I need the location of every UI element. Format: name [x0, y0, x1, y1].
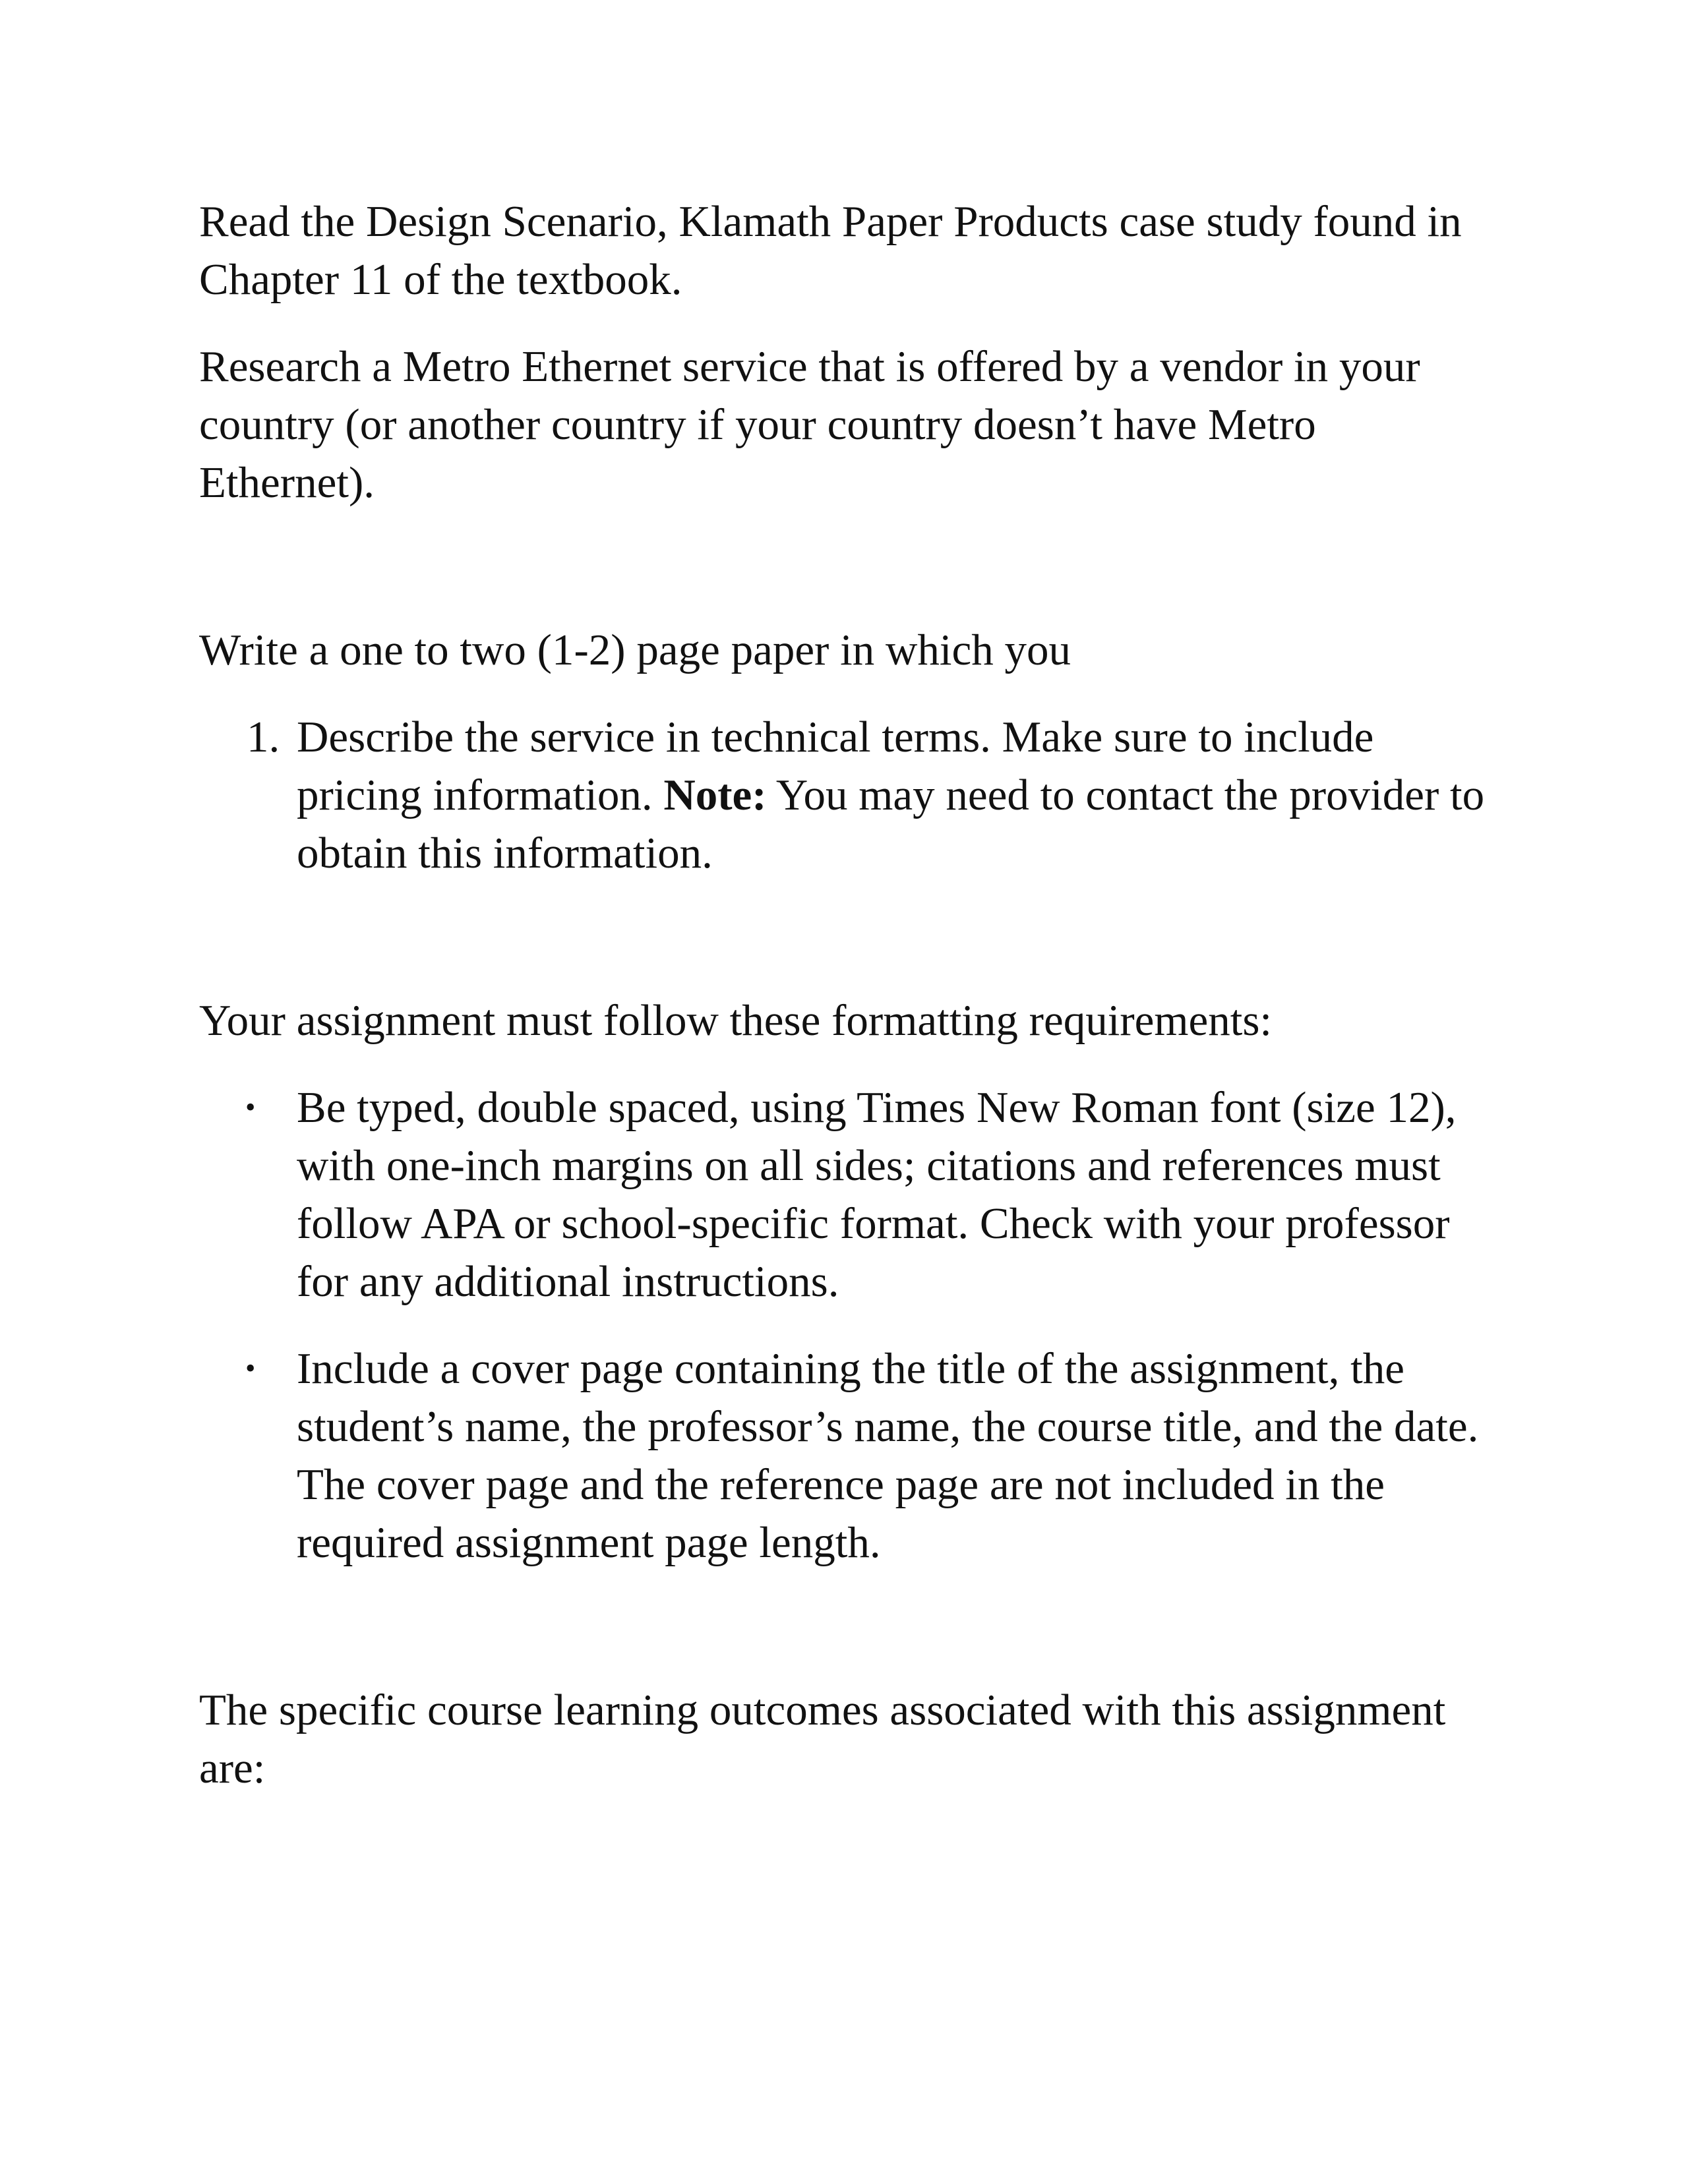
formatting-item-text: Include a cover page containing the title of the assignment, the student’s name, the professor’s name, the course title, and the date. The cover page and the reference page are not included in the required assignment page length.: [297, 1344, 1479, 1567]
outcomes-lead-paragraph: The specific course learning outcomes associated with this assignment are:: [199, 1686, 1446, 1792]
document-page: [199, 192, 1492, 1826]
formatting-item-text: Be typed, double spaced, using Times New Roman font (size 12), with one-inch margins on all sides; citations and references must follow APA or school-specific format. Check with your professor for any additional instructions.: [297, 1083, 1457, 1306]
formatting-lead-paragraph: Your assignment must follow these formatting requirements:: [199, 996, 1273, 1045]
bullet-icon: •: [245, 1091, 256, 1123]
task-text-before: Describe the service in technical terms. Make sure to include pricing information.: [297, 713, 1374, 819]
note-label: Note:: [663, 771, 767, 819]
list-item: [199, 1078, 1492, 1311]
research-paragraph: Research a Metro Ethernet service that is offered by a vendor in your country (or another country if your country doesn’t have Metro Ethernet).: [199, 342, 1420, 507]
intro-paragraph: Read the Design Scenario, Klamath Paper Products case study found in Chapter 11 of the textbook.: [199, 197, 1462, 304]
bullet-icon: •: [245, 1352, 256, 1384]
formatting-list: [199, 1078, 1492, 1572]
list-item: [199, 1340, 1492, 1572]
task-text-after: You may need to contact the provider to obtain this information.: [297, 771, 1485, 877]
list-item: [199, 708, 1492, 882]
task-list: [199, 708, 1492, 882]
task-lead-paragraph: Write a one to two (1-2) page paper in which you: [199, 626, 1071, 674]
list-number: 1.: [247, 713, 280, 761]
